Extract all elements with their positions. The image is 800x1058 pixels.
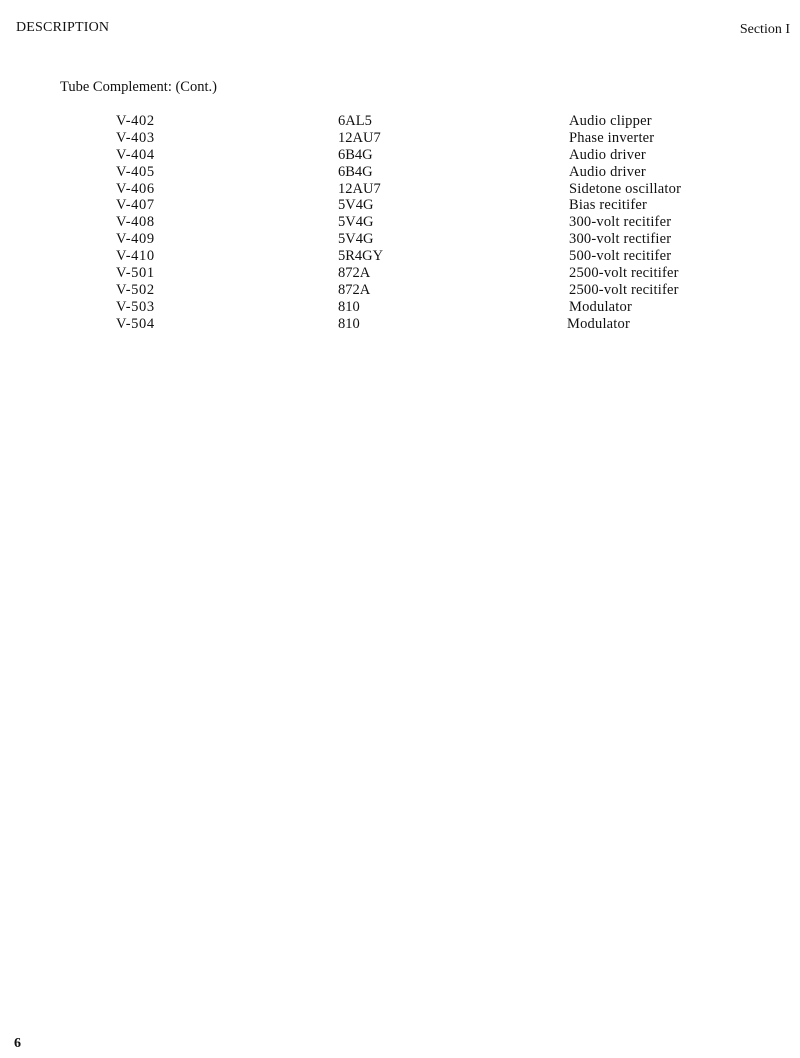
- tube-type: 872A: [338, 281, 371, 298]
- tube-function: 500-volt recitifer: [569, 248, 672, 265]
- tube-function: Bias recitifer: [569, 197, 648, 214]
- tube-designator: V-504: [116, 315, 155, 332]
- table-row: [0, 316, 800, 333]
- tube-type: 5V4G: [338, 231, 374, 248]
- tube-designator: V-410: [116, 248, 155, 265]
- tube-function: Modulator: [567, 315, 631, 332]
- table-row: [0, 231, 800, 248]
- table-row: [0, 282, 800, 299]
- tube-complement-table: [0, 113, 800, 333]
- table-row: [0, 214, 800, 231]
- tube-function: Audio clipper: [569, 113, 652, 129]
- table-row: [0, 181, 800, 198]
- tube-type: 810: [338, 298, 360, 315]
- table-row: [0, 299, 800, 316]
- table-row: [0, 147, 800, 164]
- tube-designator: V-503: [116, 298, 155, 315]
- tube-type: 6B4G: [338, 163, 373, 180]
- page-number: 6: [14, 1036, 21, 1051]
- tube-function: Audio driver: [569, 146, 646, 163]
- section-title: DESCRIPTION: [16, 20, 110, 35]
- tube-designator: V-405: [116, 163, 155, 180]
- tube-function: Phase inverter: [569, 129, 655, 146]
- table-row: [0, 248, 800, 265]
- tube-type: 5V4G: [338, 214, 374, 231]
- tube-designator: V-408: [116, 214, 155, 231]
- tube-function: Audio driver: [569, 163, 646, 180]
- tube-function: Sidetone oscillator: [569, 180, 682, 197]
- tube-type: 12AU7: [338, 180, 381, 197]
- table-row: [0, 197, 800, 214]
- table-row: [0, 130, 800, 147]
- tube-function: Modulator: [569, 298, 633, 315]
- tube-function: 300-volt rectifier: [569, 231, 672, 248]
- tube-type: 12AU7: [338, 129, 381, 146]
- table-row: [0, 164, 800, 181]
- tube-designator: V-403: [116, 129, 155, 146]
- tube-type: 6AL5: [338, 113, 372, 129]
- tube-complement-heading: Tube Complement: (Cont.): [60, 79, 217, 95]
- tube-designator: V-501: [116, 265, 155, 282]
- tube-type: 5V4G: [338, 197, 374, 214]
- tube-type: 5R4GY: [338, 248, 384, 265]
- tube-function: 2500-volt recitifer: [569, 281, 679, 298]
- table-row: [0, 265, 800, 282]
- tube-designator: V-502: [116, 281, 155, 298]
- tube-designator: V-404: [116, 146, 155, 163]
- tube-designator: V-409: [116, 231, 155, 248]
- tube-type: 810: [338, 315, 360, 332]
- tube-designator: V-406: [116, 180, 155, 197]
- tube-function: 300-volt recitifer: [569, 214, 672, 231]
- tube-designator: V-407: [116, 197, 155, 214]
- tube-function: 2500-volt recitifer: [569, 265, 679, 282]
- table-row: [0, 113, 800, 130]
- tube-type: 872A: [338, 265, 371, 282]
- section-number: Section I: [739, 22, 790, 37]
- tube-designator: V-402: [116, 113, 155, 129]
- tube-type: 6B4G: [338, 146, 373, 163]
